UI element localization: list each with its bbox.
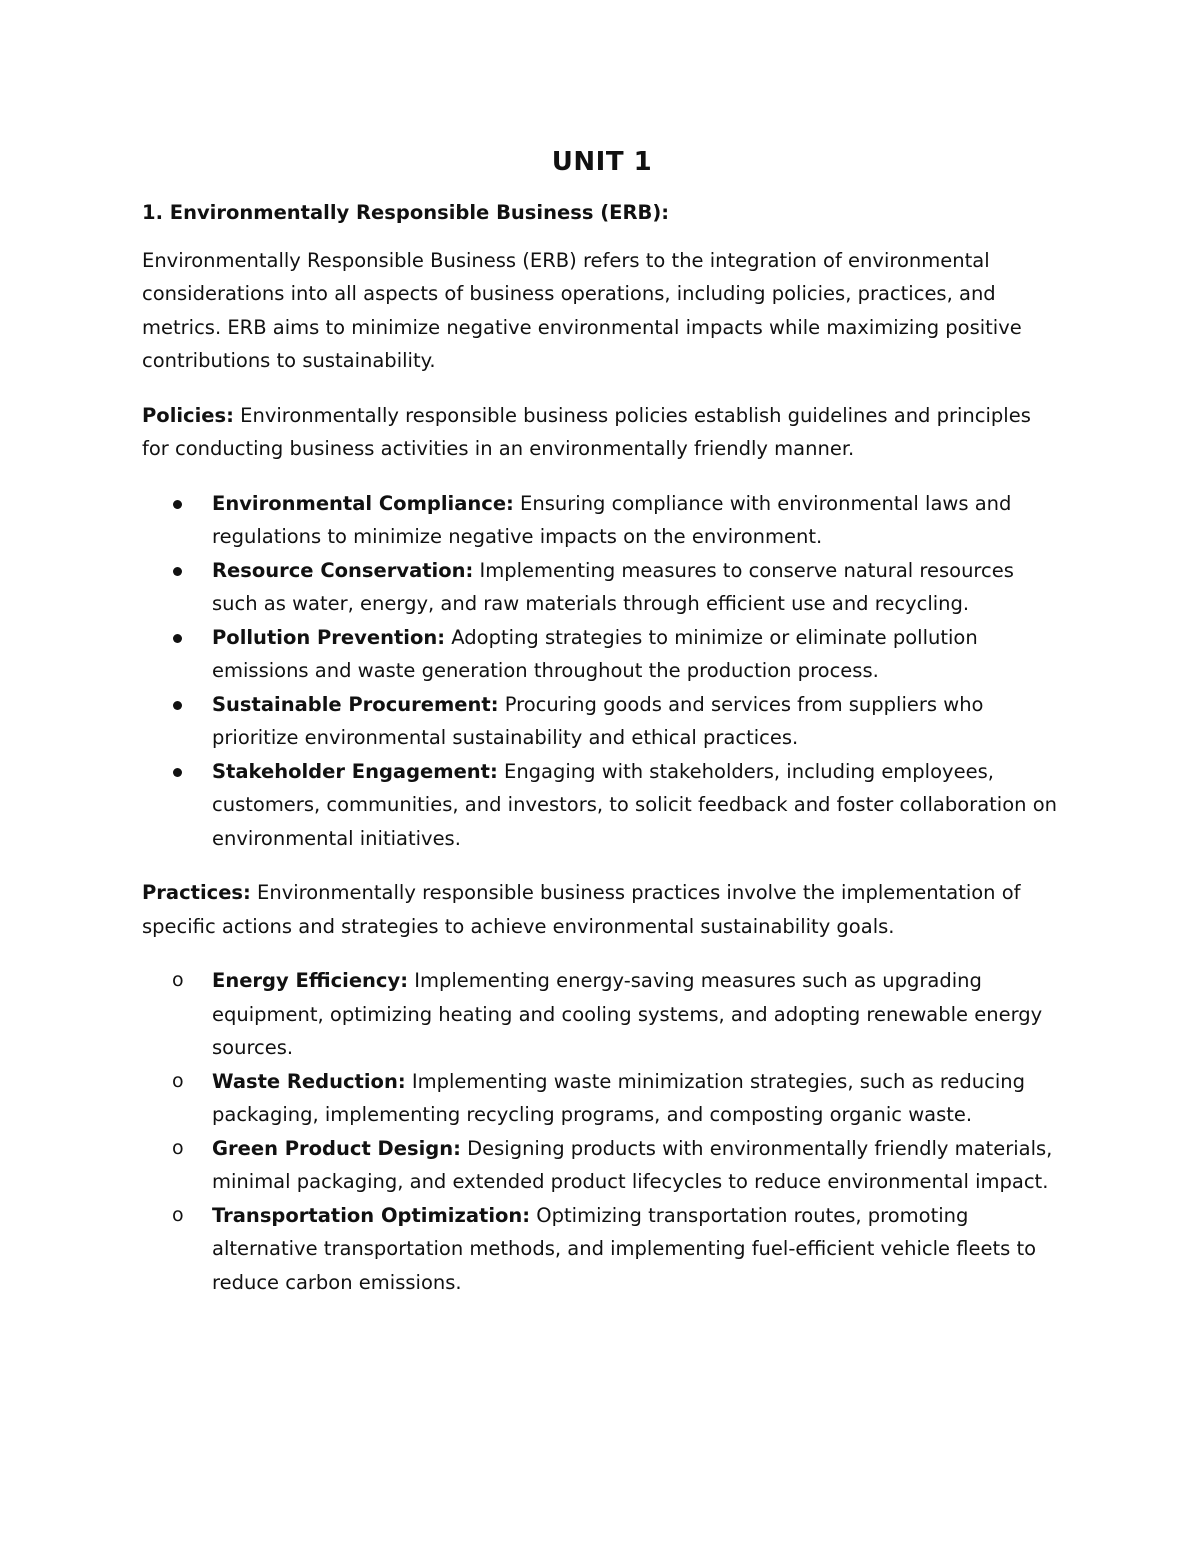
- list-item-text: Ensuring compliance with environmental laws and regulations to minimize negative impacts on the environment.: [212, 491, 1012, 548]
- document-content: [142, 142, 1062, 1320]
- policies-list: [142, 487, 1062, 856]
- bullet-disc-icon: [173, 500, 182, 509]
- bullet-disc-icon: [173, 567, 182, 576]
- policies-label: Policies:: [142, 403, 234, 427]
- practices-text: Environmentally responsible business practices involve the implementation of specific actions and strategies to achieve environmental sustainability goals.: [142, 881, 1021, 938]
- list-item-text: Designing products with environmentally friendly materials, minimal packaging, and extended product lifecycles to reduce environmental impact.: [212, 1136, 1053, 1193]
- section-heading: 1. Environmentally Responsible Business (ERB):: [142, 201, 670, 224]
- practices-label: Practices:: [142, 881, 251, 904]
- intro-paragraph: Environmentally Responsible Business (ERB) refers to the integration of environmental considerations into all aspects of business operations, including policies, practices, and metrics. ERB aims to minimize negative environmental impacts while maximizing positive contributions to sustainability.: [142, 248, 1022, 372]
- list-item: [142, 1065, 1062, 1132]
- page-title: UNIT 1: [551, 147, 653, 177]
- list-item-text: Implementing waste minimization strategies, such as reducing packaging, implementing recycling programs, and composting organic waste.: [212, 1069, 1026, 1126]
- list-item-term: Resource Conservation:: [212, 558, 474, 582]
- list-item: [142, 621, 1062, 688]
- list-item: [142, 964, 1062, 1065]
- list-item-term: Energy Efficiency:: [212, 969, 408, 992]
- list-item: [142, 554, 1062, 621]
- list-item-text: Adopting strategies to minimize or eliminate pollution emissions and waste generation throughout the production process.: [212, 625, 978, 682]
- bullet-disc-icon: [173, 634, 182, 643]
- list-item-text: Procuring goods and services from suppliers who prioritize environmental sustainability and ethical practices.: [212, 692, 984, 749]
- bullet-circle-icon: o: [172, 1069, 184, 1092]
- bullet-disc-icon: [173, 701, 182, 710]
- practices-list: [142, 964, 1062, 1299]
- bullet-circle-icon: o: [172, 969, 184, 991]
- bullet-circle-icon: o: [172, 1136, 184, 1159]
- list-item-term: Green Product Design:: [212, 1136, 461, 1160]
- list-item-term: Transportation Optimization:: [212, 1203, 531, 1227]
- policies-text: Environmentally responsible business policies establish guidelines and principles for conducting business activities in an environmentally friendly manner.: [142, 403, 1031, 460]
- policies-paragraph: [142, 399, 1062, 466]
- list-item-text: Implementing energy-saving measures such as upgrading equipment, optimizing heating and cooling systems, and adopting renewable energy sources.: [212, 969, 1043, 1059]
- list-item-term: Pollution Prevention:: [212, 625, 446, 649]
- list-item: [142, 1132, 1062, 1199]
- list-item-term: Stakeholder Engagement:: [212, 759, 498, 783]
- list-item-term: Environmental Compliance:: [212, 491, 514, 515]
- bullet-circle-icon: o: [172, 1203, 184, 1226]
- list-item-text: Engaging with stakeholders, including employees, customers, communities, and investors, to solicit feedback and foster collaboration on environmental initiatives.: [212, 759, 1057, 850]
- list-item: [142, 755, 1062, 856]
- bullet-disc-icon: [173, 768, 182, 777]
- list-item: [142, 1199, 1062, 1300]
- practices-paragraph: [142, 876, 1062, 943]
- list-item-text: Implementing measures to conserve natural resources such as water, energy, and raw materials through efficient use and recycling.: [212, 558, 1014, 615]
- list-item: [142, 487, 1062, 554]
- list-item-text: Optimizing transportation routes, promoting alternative transportation methods, and implementing fuel-efficient vehicle fleets to reduce carbon emissions.: [212, 1203, 1037, 1294]
- list-item: [142, 688, 1062, 755]
- list-item-term: Waste Reduction:: [212, 1069, 406, 1093]
- list-item-term: Sustainable Procurement:: [212, 692, 499, 716]
